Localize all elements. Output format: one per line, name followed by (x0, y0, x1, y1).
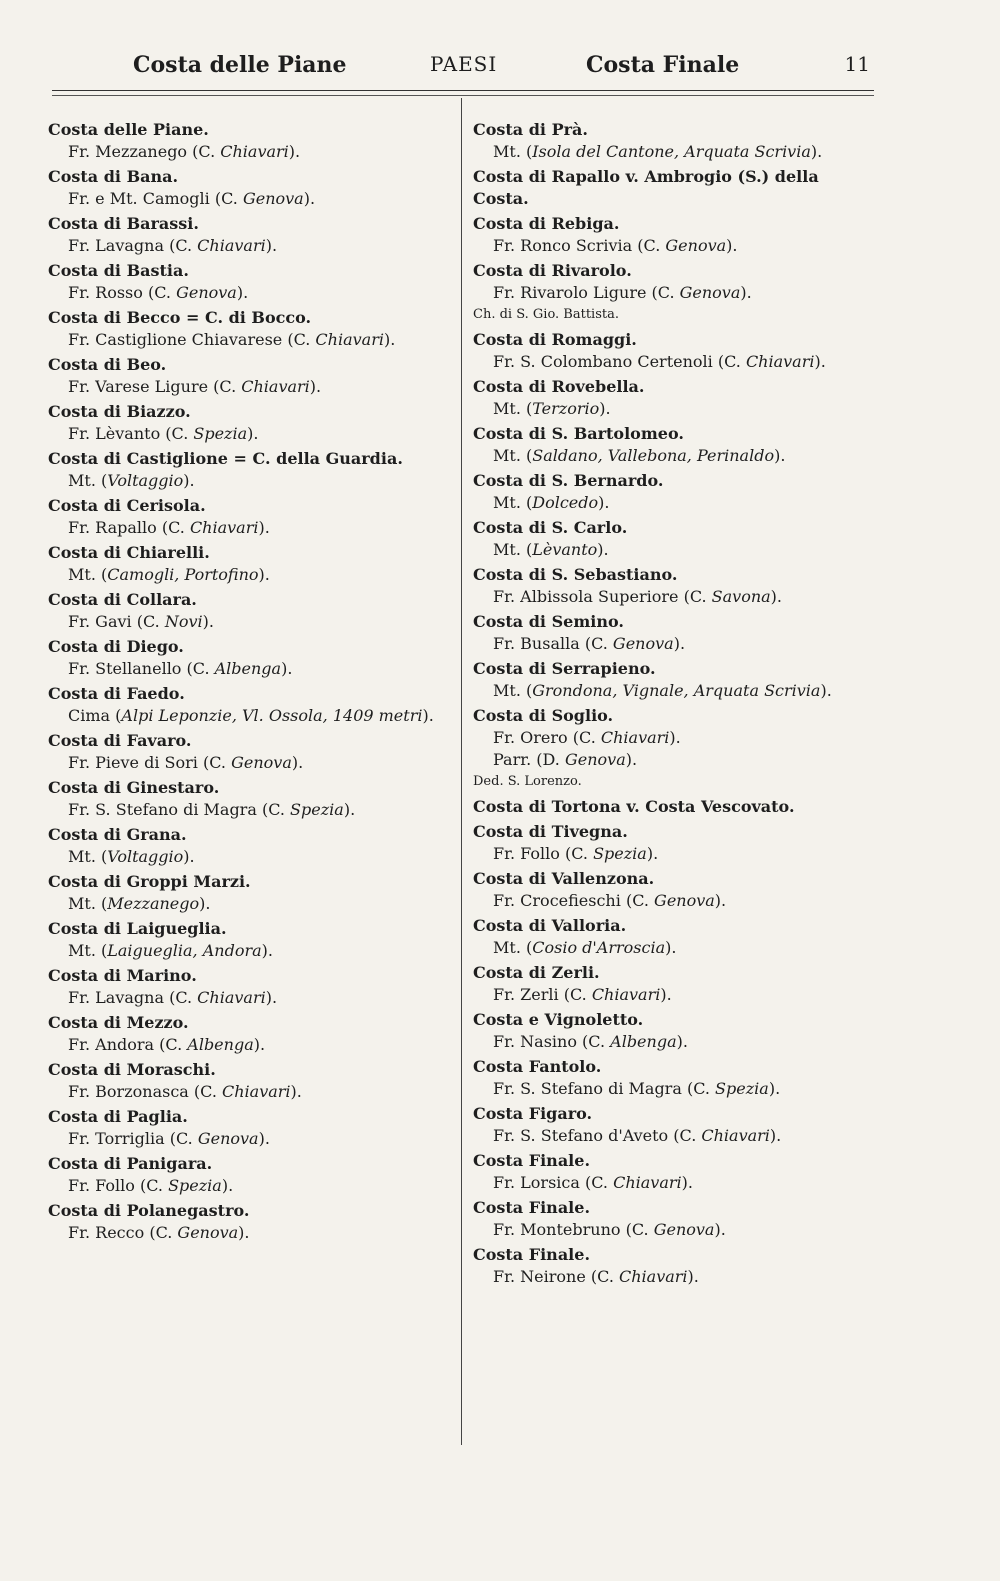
entry-title: Costa Finale. (473, 1151, 591, 1170)
gazetteer-entry (48, 495, 458, 539)
gazetteer-entry (48, 119, 458, 163)
entry-detail: Mt. (Camogli, Portofino). (68, 565, 270, 584)
entry-title: Costa Finale. (473, 1198, 591, 1217)
entry-detail: Mt. (Voltaggio). (68, 847, 195, 866)
entry-title: Costa di Mezzo. (48, 1013, 189, 1032)
entry-detail: Fr. Andora (C. Albenga). (68, 1035, 266, 1054)
gazetteer-entry (473, 796, 873, 818)
entry-detail: Mt. (Lèvanto). (493, 540, 609, 559)
entry-detail: Fr. Orero (C. Chiavari). (493, 728, 681, 747)
entry-detail: Fr. Recco (C. Genova). (68, 1223, 250, 1242)
entry-detail: Fr. Lèvanto (C. Spezia). (68, 424, 259, 443)
page-header (48, 52, 874, 86)
gazetteer-entry (473, 470, 873, 514)
entry-title: Costa di Moraschi. (48, 1060, 216, 1079)
entry-title: Costa di Rebiga. (473, 214, 620, 233)
gazetteer-entry (48, 1012, 458, 1056)
entry-detail: Cima (Alpi Leponzie, Vl. Ossola, 1409 metri). (68, 706, 434, 725)
entry-title: Costa Fantolo. (473, 1057, 602, 1076)
gazetteer-entry (48, 824, 458, 868)
entry-title: Costa di Faedo. (48, 684, 185, 703)
gazetteer-entry (48, 260, 458, 304)
entry-title: Costa di Castiglione = C. della Guardia. (48, 449, 403, 468)
header-center-title: PAESI (430, 52, 498, 76)
entry-title: Costa di Collara. (48, 590, 197, 609)
gazetteer-entry (473, 1009, 873, 1053)
gazetteer-entry (473, 1103, 873, 1147)
entry-detail: Mt. (Mezzanego). (68, 894, 211, 913)
gazetteer-entry (48, 354, 458, 398)
entry-note: Ch. di S. Gio. Battista. (473, 307, 619, 322)
entry-detail: Fr. Rivarolo Ligure (C. Genova). (493, 283, 752, 302)
entry-title: Costa di Cerisola. (48, 496, 206, 515)
right-column (473, 119, 873, 1291)
entry-detail: Mt. (Dolcedo). (493, 493, 610, 512)
gazetteer-entry (48, 542, 458, 586)
gazetteer-entry (473, 1056, 873, 1100)
entry-title: Costa di Zerli. (473, 963, 600, 982)
entry-detail: Fr. Torriglia (C. Genova). (68, 1129, 270, 1148)
gazetteer-entry (473, 260, 873, 326)
gazetteer-entry (48, 401, 458, 445)
entry-title: Costa di Rovebella. (473, 377, 645, 396)
entry-title: Costa di Paglia. (48, 1107, 188, 1126)
gazetteer-entry (48, 777, 458, 821)
entry-title: Costa di Grana. (48, 825, 187, 844)
entry-title: Costa di Groppi Marzi. (48, 872, 251, 891)
entry-title: Costa di Tortona v. Costa Vescovato. (473, 797, 795, 816)
entry-detail: Fr. Albissola Superiore (C. Savona). (493, 587, 783, 606)
entry-detail: Fr. Follo (C. Spezia). (493, 844, 659, 863)
entry-detail: Fr. Follo (C. Spezia). (68, 1176, 234, 1195)
entry-title: Costa di S. Sebastiano. (473, 565, 678, 584)
gazetteer-entry (48, 589, 458, 633)
entry-title: Costa di Valloria. (473, 916, 627, 935)
entry-title: Costa di Bana. (48, 167, 179, 186)
entry-title: Costa di Soglio. (473, 706, 614, 725)
gazetteer-entry (48, 683, 458, 727)
entry-title: Costa di Diego. (48, 637, 184, 656)
gazetteer-entry (473, 119, 873, 163)
gazetteer-entry (473, 329, 873, 373)
entry-title: Costa di S. Bartolomeo. (473, 424, 684, 443)
gazetteer-entry (473, 517, 873, 561)
entry-title: Costa di Bastia. (48, 261, 189, 280)
entry-detail: Fr. Stellanello (C. Albenga). (68, 659, 293, 678)
header-rule-secondary (52, 95, 874, 96)
header-right-title: Costa Finale (586, 52, 740, 78)
gazetteer-entry (48, 1106, 458, 1150)
gazetteer-entry (48, 1153, 458, 1197)
entry-title: Costa di S. Bernardo. (473, 471, 664, 490)
gazetteer-entry (48, 636, 458, 680)
entry-detail: Fr. S. Stefano di Magra (C. Spezia). (493, 1079, 781, 1098)
entry-detail: Mt. (Voltaggio). (68, 471, 195, 490)
entry-title: Costa di Biazzo. (48, 402, 191, 421)
entry-title: Costa di Panigara. (48, 1154, 213, 1173)
entry-title: Costa e Vignoletto. (473, 1010, 644, 1029)
entry-title: Costa di S. Carlo. (473, 518, 628, 537)
gazetteer-entry (473, 213, 873, 257)
entry-detail: Mt. (Grondona, Vignale, Arquata Scrivia). (493, 681, 832, 700)
entry-detail: Fr. Castiglione Chiavarese (C. Chiavari). (68, 330, 396, 349)
gazetteer-entry (473, 166, 873, 210)
entry-note: Ded. S. Lorenzo. (473, 774, 582, 789)
entry-detail: Fr. Nasino (C. Albenga). (493, 1032, 688, 1051)
gazetteer-entry (48, 965, 458, 1009)
entry-detail: Fr. Crocefieschi (C. Genova). (493, 891, 727, 910)
header-left-title: Costa delle Piane (133, 52, 347, 78)
gazetteer-entry (473, 658, 873, 702)
entry-detail: Fr. Busalla (C. Genova). (493, 634, 686, 653)
entry-detail: Fr. Zerli (C. Chiavari). (493, 985, 672, 1004)
gazetteer-entry (473, 705, 873, 793)
entry-title: Costa di Semino. (473, 612, 624, 631)
entry-title: Costa di Favaro. (48, 731, 192, 750)
entry-detail: Fr. Lavagna (C. Chiavari). (68, 988, 278, 1007)
entry-detail: Fr. S. Stefano d'Aveto (C. Chiavari). (493, 1126, 782, 1145)
entry-title: Costa Figaro. (473, 1104, 593, 1123)
entry-detail: Fr. Gavi (C. Novi). (68, 612, 214, 631)
gazetteer-entry (48, 307, 458, 351)
gazetteer-entry (473, 423, 873, 467)
gazetteer-entry (473, 564, 873, 608)
entry-title: Costa di Beo. (48, 355, 167, 374)
entry-detail: Mt. (Cosio d'Arroscia). (493, 938, 677, 957)
entry-title: Costa di Polanegastro. (48, 1201, 250, 1220)
entry-detail: Fr. Borzonasca (C. Chiavari). (68, 1082, 302, 1101)
gazetteer-entry (48, 213, 458, 257)
entry-detail: Fr. Montebruno (C. Genova). (493, 1220, 726, 1239)
entry-title: Costa di Marino. (48, 966, 197, 985)
gazetteer-entry (48, 448, 458, 492)
entry-detail: Mt. (Terzorio). (493, 399, 611, 418)
entry-title: Costa di Rapallo v. Ambrogio (S.) della Costa. (473, 167, 819, 208)
gazetteer-entry (473, 962, 873, 1006)
entry-title: Costa di Prà. (473, 120, 588, 139)
gazetteer-entry (48, 1059, 458, 1103)
gazetteer-entry (473, 821, 873, 865)
entry-detail: Fr. Lavagna (C. Chiavari). (68, 236, 278, 255)
entry-detail: Fr. Rapallo (C. Chiavari). (68, 518, 270, 537)
entry-title: Costa di Ginestaro. (48, 778, 220, 797)
gazetteer-entry (473, 868, 873, 912)
entry-title: Costa di Becco = C. di Bocco. (48, 308, 312, 327)
entry-detail: Mt. (Laigueglia, Andora). (68, 941, 273, 960)
gazetteer-entry (48, 871, 458, 915)
column-divider (461, 98, 462, 1445)
entry-title: Costa di Rivarolo. (473, 261, 632, 280)
entry-title: Costa di Vallenzona. (473, 869, 655, 888)
gazetteer-entry (48, 730, 458, 774)
left-column (48, 119, 458, 1247)
entry-title: Costa delle Piane. (48, 120, 209, 139)
gazetteer-entry (473, 1150, 873, 1194)
entry-title: Costa di Romaggi. (473, 330, 637, 349)
gazetteer-entry (48, 166, 458, 210)
entry-title: Costa di Serrapieno. (473, 659, 656, 678)
entry-detail: Fr. e Mt. Camogli (C. Genova). (68, 189, 316, 208)
entry-title: Costa di Chiarelli. (48, 543, 210, 562)
entry-detail: Fr. Pieve di Sori (C. Genova). (68, 753, 304, 772)
entry-detail: Mt. (Saldano, Vallebona, Perinaldo). (493, 446, 786, 465)
gazetteer-entry (473, 376, 873, 420)
gazetteer-entry (48, 918, 458, 962)
entry-detail: Fr. S. Stefano di Magra (C. Spezia). (68, 800, 356, 819)
entry-detail: Fr. Rosso (C. Genova). (68, 283, 249, 302)
entry-detail: Fr. Lorsica (C. Chiavari). (493, 1173, 693, 1192)
entry-title: Costa di Tivegna. (473, 822, 628, 841)
gazetteer-entry (473, 1244, 873, 1288)
gazetteer-entry (473, 611, 873, 655)
gazetteer-entry (48, 1200, 458, 1244)
entry-detail: Mt. (Isola del Cantone, Arquata Scrivia). (493, 142, 823, 161)
gazetteer-entry (473, 1197, 873, 1241)
entry-title: Costa Finale. (473, 1245, 591, 1264)
page-number: 11 (844, 52, 870, 76)
entry-title: Costa di Laigueglia. (48, 919, 227, 938)
entry-detail: Fr. Varese Ligure (C. Chiavari). (68, 377, 322, 396)
entry-title: Costa di Barassi. (48, 214, 199, 233)
entry-detail: Fr. S. Colombano Certenoli (C. Chiavari). (493, 352, 826, 371)
header-rule (52, 90, 874, 91)
entry-detail: Fr. Mezzanego (C. Chiavari). (68, 142, 301, 161)
gazetteer-entry (473, 915, 873, 959)
entry-detail: Parr. (D. Genova). (493, 750, 638, 769)
entry-detail: Fr. Neirone (C. Chiavari). (493, 1267, 699, 1286)
entry-detail: Fr. Ronco Scrivia (C. Genova). (493, 236, 738, 255)
